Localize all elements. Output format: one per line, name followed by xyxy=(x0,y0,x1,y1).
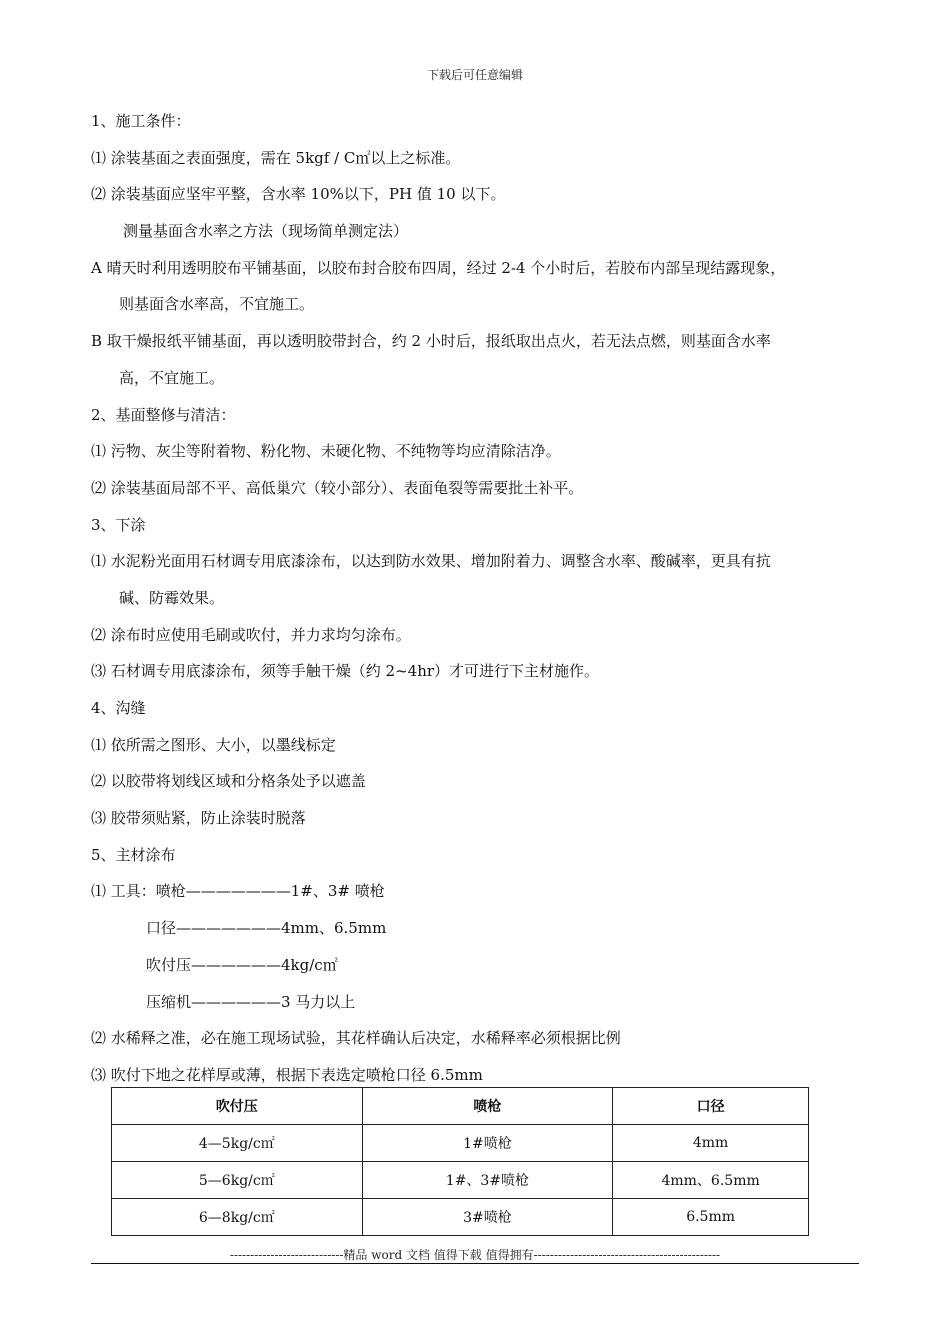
table-cell: 4mm、6.5mm xyxy=(613,1162,809,1199)
paragraph: ⑶ 石材调专用底漆涂布，须等手触干燥（约 2~4hr）才可进行下主材施作。 xyxy=(91,662,600,681)
table-cell: 1#喷枪 xyxy=(362,1125,613,1162)
table-header-row xyxy=(112,1088,809,1125)
tool-line: 吹付压——————4kg/c㎡ xyxy=(146,955,338,974)
paragraph-continuation: 则基面含水率高，不宜施工。 xyxy=(119,295,315,314)
paragraph: A 晴天时利用透明胶布平铺基面，以胶布封合胶布四周，经过 2-4 个小时后，若胶布内部呈现结露现象， xyxy=(91,258,786,277)
paragraph: ⑴ 依所需之图形、大小，以墨线标定 xyxy=(91,735,336,754)
table-cell: 3#喷枪 xyxy=(362,1199,613,1236)
table-header-cell: 吹付压 xyxy=(112,1088,363,1125)
section-heading-3: 3、下涂 xyxy=(91,515,146,534)
section-heading-4: 4、沟缝 xyxy=(91,699,146,717)
table-row xyxy=(112,1162,809,1199)
paragraph: ⑴ 涂装基面之表面强度，需在 5kgf / C㎡以上之标准。 xyxy=(91,148,461,167)
section-heading-5: 5、主材涂布 xyxy=(91,845,176,864)
table-row xyxy=(112,1125,809,1162)
table-header-cell: 喷枪 xyxy=(362,1088,613,1125)
spray-spec-table xyxy=(111,1087,809,1236)
table-cell: 6.5mm xyxy=(613,1199,809,1236)
paragraph: ⑵ 涂装基面应坚牢平整，含水率 10%以下，PH 值 10 以下。 xyxy=(91,185,506,204)
paragraph: ⑶ 胶带须贴紧，防止涂装时脱落 xyxy=(91,809,306,828)
section-heading-2: 2、基面整修与清洁： xyxy=(91,405,236,424)
paragraph: B 取干燥报纸平铺基面，再以透明胶带封合，约 2 小时后，报纸取出点火，若无法点燃，则基面含水率 xyxy=(91,332,771,351)
paragraph: ⑵ 涂装基面局部不平、高低巢穴（较小部分）、表面龟裂等需要批土补平。 xyxy=(91,478,584,497)
paragraph: ⑵ 涂布时应使用毛刷或吹付，并力求均匀涂布。 xyxy=(91,625,411,644)
paragraph: ⑴ 污物、灰尘等附着物、粉化物、未硬化物、不纯物等均应清除洁净。 xyxy=(91,442,561,461)
table-cell: 5—6kg/c㎡ xyxy=(112,1162,363,1199)
subheading: 测量基面含水率之方法（现场简单测定法） xyxy=(123,222,409,241)
table-header-cell: 口径 xyxy=(613,1088,809,1125)
footer-divider xyxy=(91,1263,859,1264)
paragraph: ⑵ 水稀释之准，必在施工现场试验，其花样确认后决定，水稀释率必须根据比例 xyxy=(91,1029,621,1048)
document-body xyxy=(91,103,871,1094)
table-cell: 4mm xyxy=(613,1125,809,1162)
tool-line: 口径———————4mm、6.5mm xyxy=(146,919,387,938)
table-cell: 4—5kg/c㎡ xyxy=(112,1125,363,1162)
table-cell: 1#、3#喷枪 xyxy=(362,1162,613,1199)
paragraph-continuation: 碱、防霉效果。 xyxy=(119,588,225,607)
paragraph: ⑵ 以胶带将划线区域和分格条处予以遮盖 xyxy=(91,772,366,791)
table-row xyxy=(112,1199,809,1236)
tool-line: 压缩机——————3 马力以上 xyxy=(146,992,356,1011)
table-cell: 6—8kg/c㎡ xyxy=(112,1199,363,1236)
paragraph: ⑴ 水泥粉光面用石材调专用底漆涂布，以达到防水效果、增加附着力、调整含水率、酸碱率，更具有抗 xyxy=(91,552,771,571)
page-header: 下载后可任意编辑 xyxy=(426,68,523,82)
section-heading-1: 1、施工条件： xyxy=(91,112,191,130)
paragraph: ⑶ 吹付下地之花样厚或薄，根据下表选定喷枪口径 6.5mm xyxy=(91,1065,483,1084)
paragraph-continuation: 高，不宜施工。 xyxy=(119,368,225,387)
page-footer: ----------------------------精品 word 文档 值得下载 值得拥有---------------------------------------------- xyxy=(229,1248,721,1262)
tool-line: ⑴ 工具：喷枪———————1#、3# 喷枪 xyxy=(91,882,385,901)
